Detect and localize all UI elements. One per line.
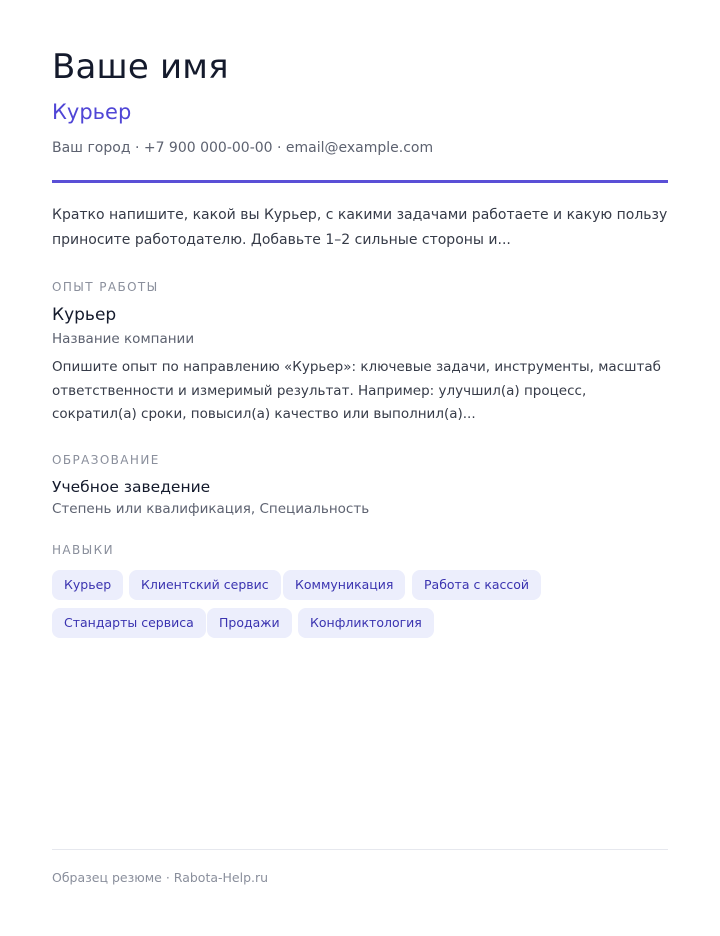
skill-chip: Коммуникация	[283, 570, 405, 600]
education-details: Степень или квалификация, Специальность	[52, 501, 370, 517]
section-title-education: ОБРАЗОВАНИЕ	[52, 453, 160, 467]
job-description: Опишите опыт по направлению «Курьер»: ключевые задачи, инструменты, масштаб ответственности и измеримый результат. Например: улучшил(а) процесс, сократил(а) сроки, повысил(а) качество или выполнил(а)...	[52, 359, 661, 422]
education-institution: Учебное заведение	[52, 478, 211, 496]
skill-chip: Клиентский сервис	[129, 570, 281, 600]
job-title: Курьер	[52, 305, 117, 325]
company-name: Название компании	[52, 331, 195, 347]
section-title-skills: НАВЫКИ	[52, 543, 114, 557]
summary-text: Кратко напишите, какой вы Курьер, с какими задачами работаете и какую пользу приносите работодателю. Добавьте 1–2 сильные стороны и...	[52, 207, 668, 248]
section-title-experience: ОПЫТ РАБОТЫ	[52, 280, 159, 294]
skill-chip: Курьер	[52, 570, 123, 600]
candidate-position: Курьер	[52, 100, 132, 124]
resume-page	[52, 0, 668, 936]
contact-line: Ваш город · +7 900 000-00-00 · email@example.com	[52, 140, 434, 156]
skill-chip: Продажи	[207, 608, 292, 638]
skill-chip: Конфликтология	[298, 608, 434, 638]
footer-note: Образец резюме · Rabota-Help.ru	[52, 870, 269, 885]
accent-divider	[52, 180, 668, 183]
skill-chip: Работа с кассой	[412, 570, 541, 600]
candidate-name: Ваше имя	[52, 47, 229, 87]
skill-chip: Стандарты сервиса	[52, 608, 206, 638]
footer-divider	[52, 849, 668, 850]
